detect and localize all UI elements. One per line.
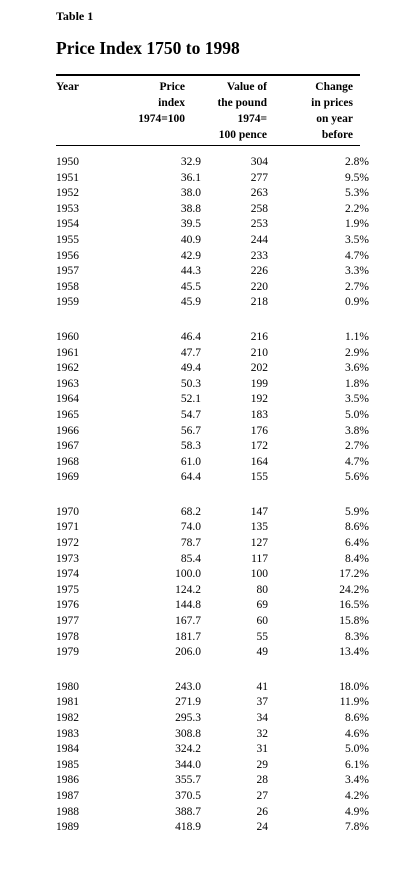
table-row	[56, 583, 369, 599]
table-row	[56, 233, 369, 249]
pound-value-cell: 244	[250, 233, 268, 246]
table-row	[56, 727, 369, 743]
table-row	[56, 505, 369, 521]
price-change-cell: 2.8%	[345, 156, 369, 168]
price-change-cell: 8.3%	[345, 630, 369, 643]
pound-value-cell: 183	[250, 408, 268, 421]
price-index-cell: 100.0	[175, 568, 201, 581]
table-row	[56, 567, 369, 583]
column-header-year	[56, 79, 79, 95]
pound-value-cell: 55	[256, 630, 268, 643]
table-row	[56, 536, 369, 552]
price-change-cell: 3.5%	[345, 393, 369, 406]
year-cell: 1963	[56, 377, 79, 390]
table-row	[56, 217, 369, 233]
pound-value-cell: 100	[250, 568, 268, 581]
decade-group	[56, 330, 369, 486]
price-index-cell: 47.7	[180, 346, 201, 359]
year-cell: 1971	[56, 521, 79, 534]
column-header-line: Price	[159, 81, 185, 93]
price-index-cell: 68.2	[180, 505, 201, 518]
price-index-cell: 46.4	[180, 330, 201, 343]
pound-value-cell: 304	[250, 156, 268, 168]
price-change-cell: 1.1%	[345, 330, 369, 343]
column-header-value-of-pound	[217, 79, 267, 143]
year-cell: 1970	[56, 505, 79, 518]
table-row	[56, 424, 369, 440]
year-cell: 1975	[56, 583, 79, 596]
price-index-cell: 124.2	[175, 583, 201, 596]
pound-value-cell: 210	[250, 346, 268, 359]
table-row	[56, 439, 369, 455]
decade-group	[56, 155, 369, 311]
pound-value-cell: 233	[250, 249, 268, 262]
price-index-cell: 206.0	[175, 646, 201, 659]
pound-value-cell: 164	[250, 455, 268, 468]
year-cell: 1962	[56, 362, 79, 375]
price-index-cell: 64.4	[180, 471, 201, 484]
year-cell: 1954	[56, 218, 79, 231]
price-change-cell: 5.0%	[345, 743, 369, 756]
year-cell: 1984	[56, 743, 79, 756]
price-change-cell: 17.2%	[339, 568, 369, 581]
table-row	[56, 630, 369, 646]
price-change-cell: 2.9%	[345, 346, 369, 359]
price-index-cell: 38.8	[180, 202, 201, 215]
pound-value-cell: 199	[250, 377, 268, 390]
year-cell: 1952	[56, 187, 79, 200]
pound-value-cell: 24	[256, 821, 268, 834]
pound-value-cell: 263	[250, 187, 268, 200]
price-change-cell: 8.6%	[345, 521, 369, 534]
pound-value-cell: 34	[256, 712, 268, 724]
price-index-cell: 45.5	[180, 280, 201, 293]
price-index-cell: 74.0	[180, 521, 201, 534]
price-index-cell: 40.9	[180, 233, 201, 246]
table-row	[56, 789, 369, 805]
price-index-cell: 78.7	[180, 537, 201, 550]
price-change-cell: 6.4%	[345, 537, 369, 550]
pound-value-cell: 202	[250, 362, 268, 375]
price-index-cell: 49.4	[180, 362, 201, 375]
table-row	[56, 330, 369, 346]
table-row	[56, 264, 369, 280]
price-change-cell: 15.8%	[339, 615, 369, 628]
column-header-line: before	[321, 129, 353, 141]
price-index-cell: 344.0	[175, 758, 201, 771]
pound-value-cell: 253	[250, 218, 268, 231]
price-index-cell: 58.3	[180, 440, 201, 453]
price-index-cell: 243.0	[175, 680, 201, 693]
price-change-cell: 5.3%	[345, 187, 369, 200]
price-index-cell: 181.7	[175, 630, 201, 643]
year-cell: 1965	[56, 408, 79, 421]
year-cell: 1951	[56, 171, 79, 184]
price-index-cell: 56.7	[180, 424, 201, 437]
table-row	[56, 711, 369, 727]
price-change-cell: 18.0%	[339, 680, 369, 693]
price-index-cell: 324.2	[175, 743, 201, 756]
year-cell: 1977	[56, 615, 79, 628]
price-change-cell: 0.9%	[345, 296, 369, 309]
table-row	[56, 346, 369, 362]
year-cell: 1986	[56, 774, 79, 787]
price-index-cell: 271.9	[175, 696, 201, 709]
year-cell: 1967	[56, 440, 79, 453]
price-change-cell: 3.3%	[345, 265, 369, 278]
column-header-line: 1974=	[237, 113, 267, 125]
price-index-cell: 355.7	[175, 774, 201, 787]
column-header-change-in-prices	[311, 79, 353, 143]
price-change-cell: 8.4%	[345, 552, 369, 565]
table-row	[56, 695, 369, 711]
price-change-cell: 2.7%	[345, 440, 369, 453]
price-change-cell: 7.8%	[345, 821, 369, 834]
price-index-cell: 44.3	[180, 265, 201, 278]
price-change-cell: 2.2%	[345, 202, 369, 215]
price-change-cell: 5.9%	[345, 505, 369, 518]
column-header-line: on year	[316, 113, 353, 125]
pound-value-cell: 28	[256, 774, 268, 787]
price-index-cell: 36.1	[180, 171, 201, 184]
pound-value-cell: 216	[250, 330, 268, 343]
pound-value-cell: 60	[256, 615, 268, 628]
year-cell: 1961	[56, 346, 79, 359]
column-header-price-index	[138, 79, 185, 127]
table-row	[56, 520, 369, 536]
year-cell: 1969	[56, 471, 79, 484]
year-cell: 1987	[56, 789, 79, 802]
price-change-cell: 4.9%	[345, 805, 369, 818]
pound-value-cell: 49	[256, 646, 268, 659]
table-row	[56, 295, 369, 311]
year-cell: 1985	[56, 758, 79, 771]
price-change-cell: 13.4%	[339, 646, 369, 659]
year-cell: 1957	[56, 265, 79, 278]
pound-value-cell: 192	[250, 393, 268, 406]
pound-value-cell: 135	[250, 521, 268, 534]
table-row	[56, 820, 369, 836]
price-index-cell: 52.1	[180, 393, 201, 406]
pound-value-cell: 218	[250, 296, 268, 309]
column-header-line: Year	[56, 81, 79, 93]
pound-value-cell: 258	[250, 202, 268, 215]
table-row	[56, 249, 369, 265]
price-index-cell: 388.7	[175, 805, 201, 818]
year-cell: 1953	[56, 202, 79, 215]
pound-value-cell: 27	[256, 789, 268, 802]
price-change-cell: 4.7%	[345, 249, 369, 262]
year-cell: 1968	[56, 455, 79, 468]
year-cell: 1960	[56, 330, 79, 343]
table-row	[56, 758, 369, 774]
table-row	[56, 171, 369, 187]
price-change-cell: 24.2%	[339, 583, 369, 596]
price-change-cell: 3.4%	[345, 774, 369, 787]
table-row	[56, 361, 369, 377]
price-change-cell: 1.9%	[345, 218, 369, 231]
table-row	[56, 408, 369, 424]
table-row	[56, 455, 369, 471]
price-index-cell: 54.7	[180, 408, 201, 421]
year-cell: 1956	[56, 249, 79, 262]
year-cell: 1959	[56, 296, 79, 309]
column-header-line: Change	[315, 81, 353, 93]
pound-value-cell: 41	[256, 680, 268, 693]
table-body	[56, 155, 369, 855]
pound-value-cell: 127	[250, 537, 268, 550]
table-row	[56, 470, 369, 486]
table-row	[56, 186, 369, 202]
price-change-cell: 1.8%	[345, 377, 369, 390]
table-row	[56, 742, 369, 758]
pound-value-cell: 37	[256, 696, 268, 709]
year-cell: 1988	[56, 805, 79, 818]
price-change-cell: 8.6%	[345, 712, 369, 724]
column-header-line: index	[158, 97, 185, 109]
header-rule	[56, 145, 360, 146]
year-cell: 1989	[56, 821, 79, 834]
year-cell: 1958	[56, 280, 79, 293]
table-row	[56, 552, 369, 568]
price-change-cell: 6.1%	[345, 758, 369, 771]
table-row	[56, 155, 369, 171]
table-row	[56, 805, 369, 821]
price-index-cell: 370.5	[175, 789, 201, 802]
pound-value-cell: 80	[256, 583, 268, 596]
year-cell: 1980	[56, 680, 79, 693]
price-index-cell: 85.4	[180, 552, 201, 565]
pound-value-cell: 117	[251, 552, 268, 565]
price-change-cell: 3.5%	[345, 233, 369, 246]
price-index-cell: 39.5	[180, 218, 201, 231]
price-index-cell: 45.9	[180, 296, 201, 309]
column-header-line: Value of	[226, 81, 267, 93]
price-change-cell: 4.6%	[345, 727, 369, 740]
top-rule	[56, 74, 360, 76]
table-row	[56, 392, 369, 408]
pound-value-cell: 29	[256, 758, 268, 771]
price-change-cell: 16.5%	[339, 599, 369, 612]
table-row	[56, 598, 369, 614]
pound-value-cell: 69	[256, 599, 268, 612]
year-cell: 1982	[56, 712, 79, 724]
price-index-cell: 167.7	[175, 615, 201, 628]
year-cell: 1978	[56, 630, 79, 643]
year-cell: 1976	[56, 599, 79, 612]
year-cell: 1964	[56, 393, 79, 406]
price-change-cell: 4.2%	[345, 789, 369, 802]
pound-value-cell: 31	[256, 743, 268, 756]
pound-value-cell: 155	[250, 471, 268, 484]
column-header-line: in prices	[311, 97, 353, 109]
column-header-line: 100 pence	[218, 129, 267, 141]
pound-value-cell: 176	[250, 424, 268, 437]
table-row	[56, 280, 369, 296]
pound-value-cell: 172	[250, 440, 268, 453]
year-cell: 1979	[56, 646, 79, 659]
year-cell: 1950	[56, 156, 79, 168]
table-row	[56, 377, 369, 393]
year-cell: 1981	[56, 696, 79, 709]
price-index-cell: 61.0	[180, 455, 201, 468]
price-change-cell: 11.9%	[339, 696, 369, 709]
price-change-cell: 4.7%	[345, 455, 369, 468]
price-index-cell: 42.9	[180, 249, 201, 262]
year-cell: 1966	[56, 424, 79, 437]
pound-value-cell: 147	[250, 505, 268, 518]
price-change-cell: 2.7%	[345, 280, 369, 293]
table-row	[56, 202, 369, 218]
pound-value-cell: 26	[256, 805, 268, 818]
pound-value-cell: 32	[256, 727, 268, 740]
price-change-cell: 5.6%	[345, 471, 369, 484]
price-change-cell: 5.0%	[345, 408, 369, 421]
pound-value-cell: 277	[250, 171, 268, 184]
price-index-cell: 32.9	[180, 156, 201, 168]
price-index-cell: 418.9	[175, 821, 201, 834]
table-row	[56, 645, 369, 661]
table-row	[56, 680, 369, 696]
year-cell: 1973	[56, 552, 79, 565]
column-header-line: the pound	[217, 97, 267, 109]
year-cell: 1955	[56, 233, 79, 246]
year-cell: 1974	[56, 568, 79, 581]
year-cell: 1983	[56, 727, 79, 740]
column-header-line: 1974=100	[138, 113, 185, 125]
price-index-cell: 308.8	[175, 727, 201, 740]
price-index-cell: 50.3	[180, 377, 201, 390]
price-index-cell: 144.8	[175, 599, 201, 612]
pound-value-cell: 220	[250, 280, 268, 293]
pound-value-cell: 226	[250, 265, 268, 278]
year-cell: 1972	[56, 537, 79, 550]
price-change-cell: 3.8%	[345, 424, 369, 437]
table-row	[56, 614, 369, 630]
table-label: Table 1	[56, 9, 94, 23]
price-index-cell: 38.0	[180, 187, 201, 200]
price-change-cell: 3.6%	[345, 362, 369, 375]
decade-group	[56, 680, 369, 836]
table-title: Price Index 1750 to 1998	[56, 38, 240, 58]
decade-group	[56, 505, 369, 661]
table-row	[56, 773, 369, 789]
price-index-cell: 295.3	[175, 712, 201, 724]
price-change-cell: 9.5%	[345, 171, 369, 184]
